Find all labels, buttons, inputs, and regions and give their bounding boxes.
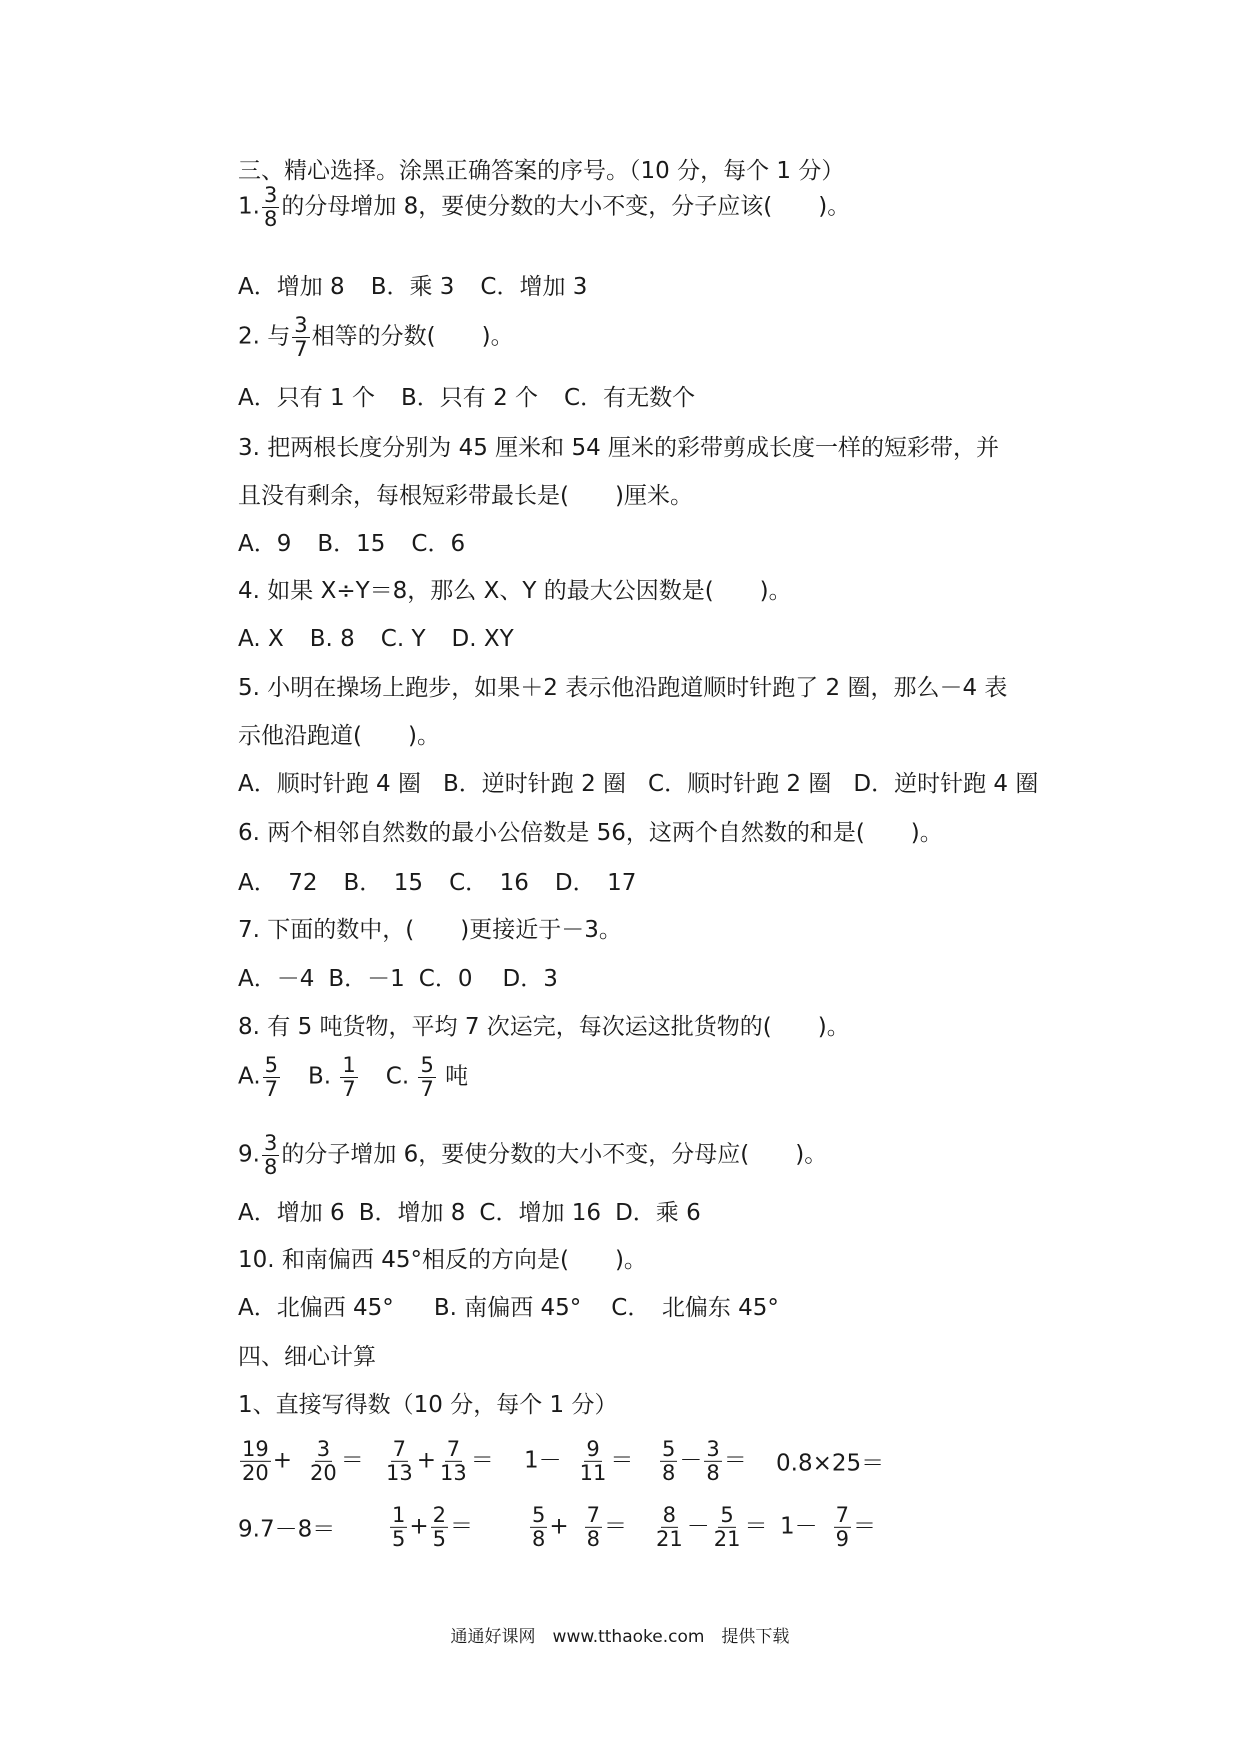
fraction: $\frac{3}{8}$ bbox=[263, 183, 278, 231]
option[interactable]: B．逆时针跑 2 圈 bbox=[443, 771, 627, 797]
option[interactable]: A．只有 1 个 bbox=[238, 385, 375, 411]
option[interactable]: B．－1 bbox=[328, 966, 405, 992]
option[interactable]: C. Y bbox=[380, 626, 426, 652]
option[interactable]: A．9 bbox=[238, 531, 292, 557]
option[interactable]: C．增加 3 bbox=[480, 274, 588, 300]
option[interactable]: A．增加 8 bbox=[238, 274, 345, 300]
page-footer: 通通好课网 www.tthaoke.com 提供下载 bbox=[450, 1627, 790, 1647]
section4-title: 四、细心计算 bbox=[238, 1344, 376, 1370]
calc-item[interactable]: $\frac{5}{8}$ － $\frac{3}{8}$ ＝ bbox=[662, 1436, 747, 1485]
calc-item[interactable]: $\frac{19}{20}$ + $\frac{3}{20}$ ＝ bbox=[242, 1436, 364, 1485]
question-4: 4. 如果 X÷Y＝8，那么 X、Y 的最大公因数是( )。 bbox=[238, 578, 792, 604]
question-8-options bbox=[238, 1054, 494, 1100]
question-5-cont: 示他沿跑道( )。 bbox=[238, 723, 440, 749]
question-10-options bbox=[238, 1297, 805, 1320]
option[interactable]: C． 16 bbox=[449, 870, 529, 896]
option[interactable]: A．北偏西 45° bbox=[238, 1295, 394, 1321]
question-3: 3. 把两根长度分别为 45 厘米和 54 厘米的彩带剪成长度一样的短彩带，并 bbox=[238, 435, 1000, 461]
option[interactable]: C．增加 16 bbox=[479, 1200, 602, 1226]
question-4-options bbox=[238, 628, 540, 651]
option[interactable]: C．6 bbox=[411, 531, 466, 557]
option[interactable]: B．15 bbox=[317, 531, 386, 557]
calc-item[interactable]: $\frac{8}{21}$ － $\frac{5}{21}$ ＝ bbox=[656, 1502, 768, 1551]
option[interactable]: A．增加 6 bbox=[238, 1200, 345, 1226]
option[interactable]: B. 8 bbox=[309, 626, 355, 652]
option[interactable]: D．乘 6 bbox=[615, 1200, 701, 1226]
option-c[interactable]: C. $\frac{5}{7}$ 吨 bbox=[385, 1053, 469, 1101]
option[interactable]: C．有无数个 bbox=[564, 385, 696, 411]
question-8: 8. 有 5 吨货物，平均 7 次运完，每次运这批货物的( )。 bbox=[238, 1014, 850, 1040]
option[interactable]: B．增加 8 bbox=[358, 1200, 466, 1226]
question-2: 2. 与 $\frac{3}{7}$ 相等的分数( )。 bbox=[238, 313, 514, 361]
question-1: 1. $\frac{3}{8}$ 的分母增加 8，要使分数的大小不变，分子应该( )。 bbox=[238, 183, 851, 231]
question-5: 5. 小明在操场上跑步，如果＋2 表示他沿跑道顺时针跑了 2 圈，那么－4 表 bbox=[238, 675, 1008, 701]
question-7: 7. 下面的数中，( )更接近于－3。 bbox=[238, 917, 622, 943]
option[interactable]: D．3 bbox=[502, 966, 558, 992]
calc-item[interactable]: $\frac{1}{5}$ + $\frac{2}{5}$ ＝ bbox=[392, 1502, 474, 1551]
question-3-cont: 且没有剩余，每根短彩带最长是( )厘米。 bbox=[238, 483, 693, 509]
option[interactable]: A． 72 bbox=[238, 870, 318, 896]
fraction: $\frac{3}{8}$ bbox=[263, 1131, 278, 1179]
option-a[interactable]: A. $\frac{5}{7}$ bbox=[238, 1053, 279, 1101]
section4-sub: 1、直接写得数（10 分，每个 1 分） bbox=[238, 1392, 618, 1418]
calc-item[interactable]: 9.7－8＝ bbox=[238, 1516, 336, 1543]
option[interactable]: D． 17 bbox=[554, 870, 637, 896]
question-6: 6. 两个相邻自然数的最小公倍数是 56，这两个自然数的和是( )。 bbox=[238, 820, 943, 846]
option-b[interactable]: B. $\frac{1}{7}$ bbox=[308, 1053, 356, 1101]
question-3-options bbox=[238, 533, 491, 556]
option[interactable]: B． 15 bbox=[343, 870, 424, 896]
question-5-options bbox=[238, 773, 1038, 796]
calc-item[interactable]: 1－ $\frac{9}{11}$ ＝ bbox=[524, 1436, 634, 1485]
option[interactable]: D．逆时针跑 4 圈 bbox=[853, 771, 1039, 797]
option[interactable]: A. X bbox=[238, 626, 284, 652]
question-7-options bbox=[238, 968, 584, 991]
option[interactable]: C．顺时针跑 2 圈 bbox=[648, 771, 832, 797]
question-6-options bbox=[238, 872, 662, 895]
question-2-options bbox=[238, 387, 721, 410]
fraction: $\frac{3}{7}$ bbox=[294, 313, 308, 361]
option[interactable]: B．乘 3 bbox=[370, 274, 455, 300]
option[interactable]: C． 北偏东 45° bbox=[611, 1295, 779, 1321]
question-9-options bbox=[238, 1202, 727, 1225]
option[interactable]: D. XY bbox=[451, 626, 514, 652]
section3-title: 三、精心选择。涂黑正确答案的序号。（10 分，每个 1 分） bbox=[238, 158, 845, 184]
question-10: 10. 和南偏西 45°相反的方向是( )。 bbox=[238, 1247, 647, 1273]
option[interactable]: B. 南偏西 45° bbox=[433, 1295, 582, 1321]
calc-item[interactable]: 0.8×25＝ bbox=[776, 1450, 885, 1477]
option[interactable]: A．顺时针跑 4 圈 bbox=[238, 771, 421, 797]
option[interactable]: B．只有 2 个 bbox=[401, 385, 539, 411]
calc-item[interactable]: $\frac{7}{13}$ + $\frac{7}{13}$ ＝ bbox=[386, 1436, 494, 1485]
option[interactable]: C．0 bbox=[418, 966, 473, 992]
question-1-options bbox=[238, 276, 613, 299]
calc-item[interactable]: $\frac{5}{8}$ + $\frac{7}{8}$ ＝ bbox=[532, 1502, 628, 1551]
option[interactable]: A．－4 bbox=[238, 966, 315, 992]
calc-item[interactable]: 1－ $\frac{7}{9}$ ＝ bbox=[780, 1502, 877, 1551]
question-9: 9. $\frac{3}{8}$ 的分子增加 6，要使分数的大小不变，分母应( )。 bbox=[238, 1131, 828, 1179]
